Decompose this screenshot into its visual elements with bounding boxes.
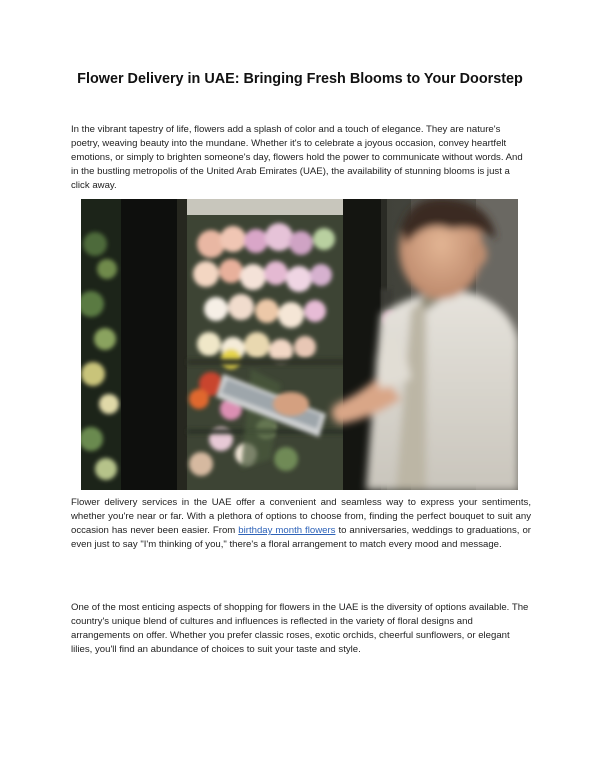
services-paragraph — [71, 496, 531, 552]
florist-photo — [81, 199, 518, 490]
florist-photo-illustration — [81, 199, 518, 490]
intro-paragraph: In the vibrant tapestry of life, flowers add a splash of color and a touch of elegance. They are nature's poetry, weaving beauty into the mundane. Whether it's to celebrate a joyous occasion, convey heartfelt emotions, or simply to brighten someone's day, flowers hold the power to communicate without words. And in the bustling metropolis of the United Arab Emirates (UAE), the availability of stunning blooms is just a click away. — [71, 124, 523, 192]
birthday-month-flowers-link[interactable]: birthday month flowers — [238, 525, 336, 537]
page-title: Flower Delivery in UAE: Bringing Fresh Blooms to Your Doorstep — [77, 71, 523, 87]
services-text-after: to anniversaries, weddings to graduations, or even just to say "I'm thinking of you," there's a floral arrangement to match every mood and message. — [71, 525, 531, 551]
diversity-paragraph: One of the most enticing aspects of shopping for flowers in the UAE is the diversity of options available. The country's unique blend of cultures and influences is reflected in the variety of floral designs and arrangements on offer. Whether you prefer classic roses, exotic orchids, cheerful sunflowers, or elegant lilies, you'll find an abundance of choices to suit your taste and style. — [71, 602, 529, 656]
services-text-before: Flower delivery services in the UAE offer a convenient and seamless way to express your sentiments, whether you're near or far. With a plethora of options to choose from, finding the perfect bouquet to suit any occasion has never been easier. From — [71, 497, 531, 537]
